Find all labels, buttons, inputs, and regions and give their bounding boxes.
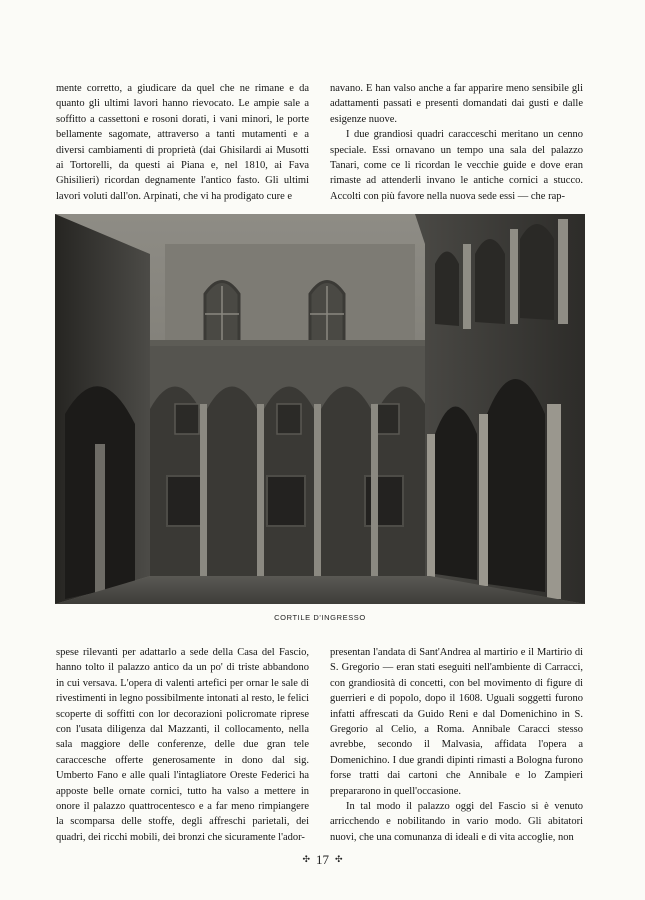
photo-caption: CORTILE D'INGRESSO [274,613,366,622]
paragraph: presentan l'andata di Sant'Andrea al martirio e il Martirio di S. Gregorio — eran stati eseguiti nell'ambiente di Carracci, con grandiosità di concetti, con bel movimento di figure di guerrieri e di popolo, dopo il 1608. Uguali soggetti furono infatti affrescati da Guido Reni e dal Domenichino in S. Gregorio al Celio, a Roma. Annibale Caracci stesso avrebbe, secondo il Malvasia, affidata l'opera a Domenichino. I due grandi dipinti rimasti a Bologna furono forse tratti dai cartoni che Annibale e lo Zampieri prepararono in quell'occasione. [330,647,583,797]
text-column-top-left [56,81,309,204]
ornament-icon: ✣ [335,854,343,864]
paragraph: mente corretto, a giudicare da quel che ne rimane e da quanto gli ultimi lavori hanno rievocato. Le ampie sale a soffitto a cassettoni e rosoni dorati, i vani minori, le porte bellamente sagomate, attraverso a tanti mutamenti e a diversi cambiamenti di proprietà (dai Ghisilardi ai Musotti ai Tortorelli, da questi ai Piana e, nel 1810, ai Fava Ghisilieri) ricordan degnamente l'antico fasto. Gli ultimi lavori voluti dall'on. Arpinati, che vi ha prodigato cure e [56,83,309,202]
text-column-bottom-right [330,645,583,845]
ornament-icon: ✣ [302,854,310,864]
paragraph: I due grandiosi quadri caracceschi meritano un cenno speciale. Essi ornavano un tempo una sala del palazzo Tanari, come ce li ricordan le vecchie guide e dove eran rimaste ad attenderli invano le antiche cornici a stucco. Accolti con più favore nella nuova sede essi — che rap- [330,129,583,202]
text-column-bottom-left [56,645,309,845]
page-number: 17 [316,852,329,867]
paragraph: In tal modo il palazzo oggi del Fascio si è venuto arricchendo e nobilitando in vario modo. Gli abitatori nuovi, che una comunanza di ideali e di vita accoglie, non [330,801,583,843]
page-footer [0,852,645,868]
paragraph: navano. E han valso anche a far apparire meno sensibile gli adattamenti passati e presenti domandati dai gusti e dalle esigenze nuove. [330,83,583,125]
courtyard-illustration [55,214,585,604]
courtyard-photograph [55,214,585,604]
paragraph: spese rilevanti per adattarlo a sede della Casa del Fascio, hanno tolto il palazzo antico da un po' di triste abbandono in cui versava. L'opera di valenti artefici per ornar le sale di rivestimenti in legno possibilmente intonati al resto, le felici scoperte di soffitti con lor decorazioni policromate riprese con l'usata diligenza dal Mazzanti, il collocamento, nella sala maggiore delle conferenze, delle due gran tele caraccesche offerte generosamente in dono dal sig. Umberto Fano e alle quali l'intagliatore Oreste Federici ha apposte belle ornate cornici, tutto ha valso a mettere in onore il palazzo quattrocentesco e a far meno rimpiangere la scomparsa delle stoffe, degli affreschi parietali, dei quadri, dei ricchi mobili, dei bronzi che sicuramente l'ador- [56,647,309,843]
text-column-top-right [330,81,583,204]
